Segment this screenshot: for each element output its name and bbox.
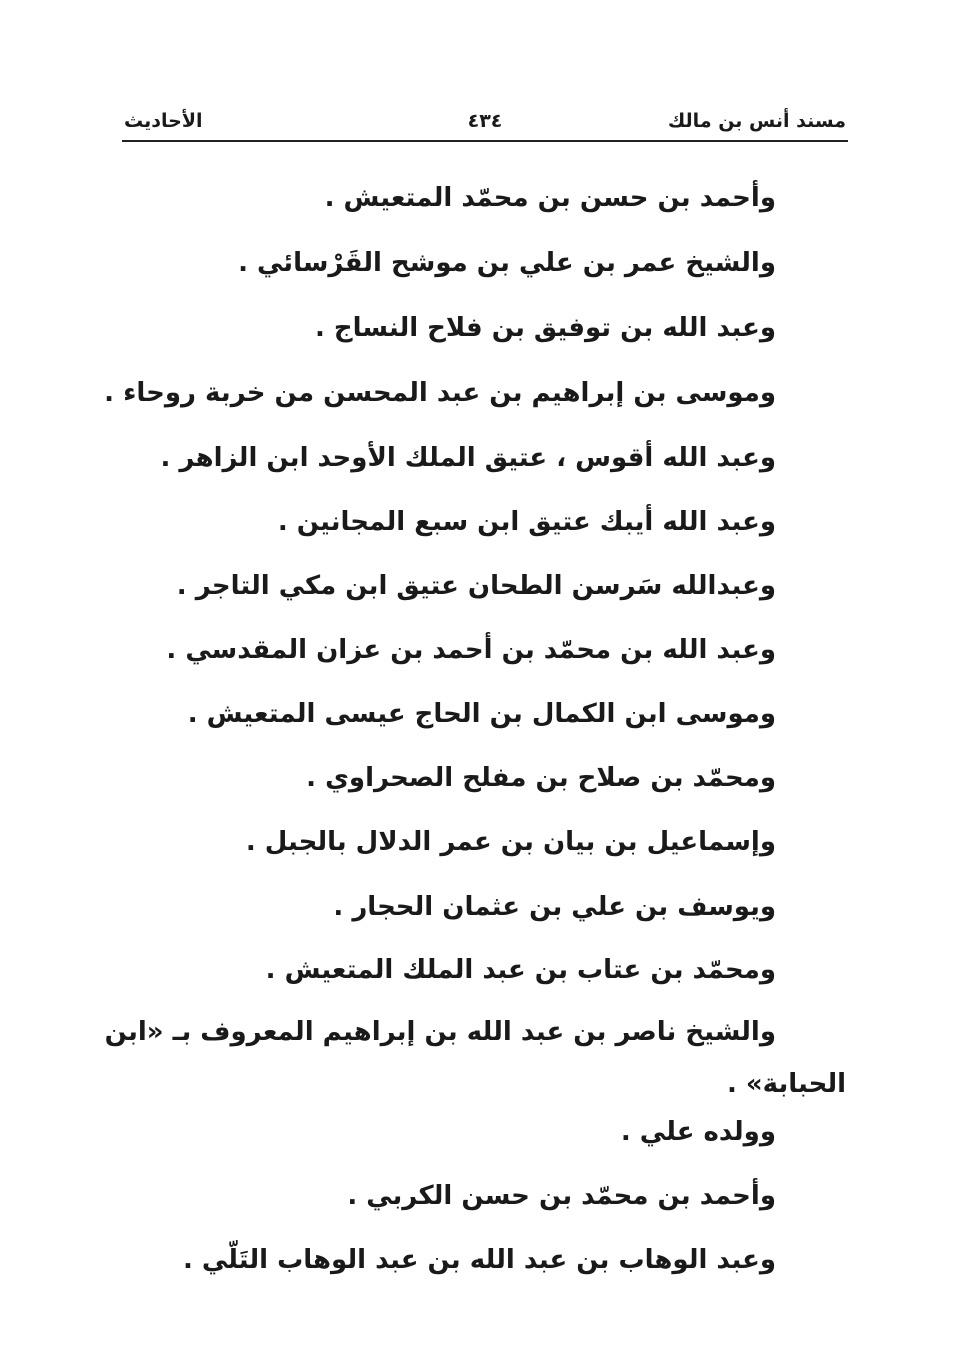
text-line: ومحمّد بن عتاب بن عبد الملك المتعيش . — [265, 955, 776, 985]
text-line: وعبد الوهاب بن عبد الله بن عبد الوهاب التَلّي . — [182, 1245, 776, 1275]
text-line: وعبد الله أقوس ، عتيق الملك الأوحد ابن الزاهر . — [160, 443, 776, 473]
text-line: الحبابة» . — [726, 1069, 846, 1099]
text-line: وعبد الله بن محمّد بن أحمد بن عزان المقدسي . — [166, 635, 776, 665]
text-line: ومحمّد بن صلاح بن مفلح الصحراوي . — [306, 763, 776, 793]
text-line: وولده علي . — [620, 1117, 776, 1147]
book-title: مسند أنس بن مالك — [667, 110, 846, 132]
section-title: الأحاديث — [124, 110, 203, 132]
text-line: ويوسف بن علي بن عثمان الحجار . — [333, 892, 776, 922]
text-line: وإسماعيل بن بيان بن عمر الدلال بالجبل . — [245, 827, 776, 857]
text-line: وأحمد بن محمّد بن حسن الكربي . — [347, 1181, 776, 1211]
text-line: وموسى بن إبراهيم بن عبد المحسن من خربة روحاء . — [104, 378, 776, 408]
text-line: وأحمد بن حسن بن محمّد المتعيش . — [324, 183, 776, 213]
text-line: وعبدالله سَرسن الطحان عتيق ابن مكي التاجر . — [176, 571, 776, 601]
text-line: وعبد الله أيبك عتيق ابن سبع المجانين . — [277, 507, 776, 537]
text-line: وعبد الله بن توفيق بن فلاح النساج . — [314, 313, 776, 343]
text-line: والشيخ ناصر بن عبد الله بن إبراهيم المعروف بـ «ابن — [104, 1017, 776, 1047]
text-line: وموسى ابن الكمال بن الحاج عيسى المتعيش . — [187, 699, 776, 729]
text-line: والشيخ عمر بن علي بن موشح القَرْسائي . — [238, 248, 776, 278]
page-number: ٤٣٤ — [467, 110, 503, 132]
